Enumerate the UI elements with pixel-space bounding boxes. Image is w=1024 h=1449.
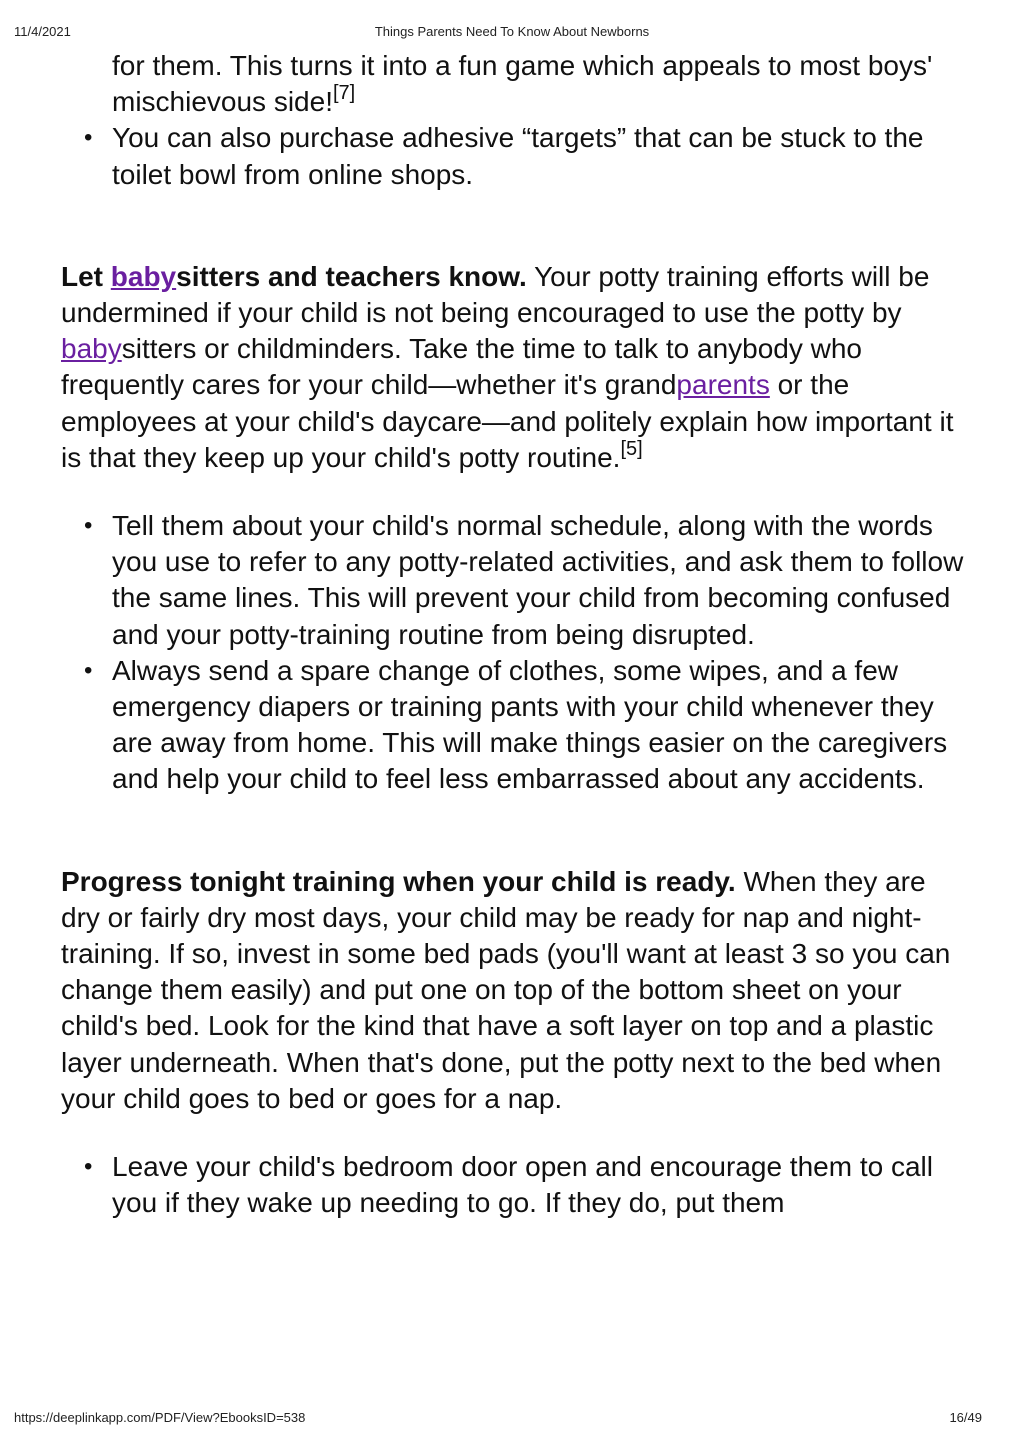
list-item-text: Tell them about your child's normal schedule, along with the words you use to refer to any potty-related activities, and ask them to follow the same lines. This will prevent your child from becoming confused and your potty-training routine from being disrupted. [112,510,964,650]
bullet-icon: • [84,124,93,152]
print-date: 11/4/2021 [14,24,71,39]
paragraph-text: Your potty training efforts will be undermined if your child is not being encouraged to use the potty by [61,260,930,329]
step-heading: Let babysitters and teachers know. [61,260,527,292]
parents-link[interactable]: parents [676,369,770,401]
page-content [61,48,971,1221]
list-item-text: for them. This turns it into a fun game which appeals to most boys' mischievous side! [112,50,933,118]
paragraph-text: sitters or childminders. Take the time to talk to anybody who frequently cares for your child—whether it's grand [61,333,862,401]
list-item [84,1149,971,1221]
list-item [84,508,971,653]
list-item-text: Always send a spare change of clothes, some wipes, and a few emergency diapers or training pants with your child whenever they are away from home. This will make things easier on the caregivers and help your child to feel less embarrassed about any accidents. [112,654,948,795]
list-item-text: You can also purchase adhesive “targets” that can be stuck to the toilet bowl from online shops. [112,122,924,190]
page-number: 16/49 [949,1410,982,1425]
step-heading: Progress tonight training when your child is ready. [61,865,736,897]
page-url: https://deeplinkapp.com/PDF/View?EbooksID=538 [14,1410,306,1425]
paragraph-text: When they are dry or fairly dry most days, your child may be ready for nap and night-training. If so, invest in some bed pads (you'll want at least 3 so you can change them easily) and put one on top of the bottom sheet on your child's bed. Look for the kind that have a soft layer on top and a plastic layer underneath. When that's done, put the potty next to the bed when your child goes to bed or goes for a nap. [61,865,951,1114]
paragraph-babysitters [61,259,971,476]
bullet-icon: • [84,512,93,540]
paragraph-text: or the employees at your child's daycare—and politely explain how important it is that they keep up your child's potty routine. [61,369,954,473]
baby-link[interactable]: baby [110,260,177,292]
list-item-text: Leave your child's bedroom door open and encourage them to call you if they wake up needing to go. If they do, put them [112,1151,933,1219]
reference-5[interactable]: [5] [620,437,643,460]
bullet-list-night-training [61,1149,971,1221]
list-item [112,48,971,120]
list-item [84,653,971,798]
paragraph-night-training [61,864,971,1117]
baby-link[interactable]: baby [61,333,122,365]
document-title: Things Parents Need To Know About Newborns [374,24,650,39]
list-item [84,120,971,192]
bullet-list-babysitters [61,508,971,798]
bullet-icon: • [84,1153,93,1181]
reference-7[interactable]: [7] [332,82,356,105]
bullet-list-continued [61,48,971,193]
bullet-icon: • [84,656,93,684]
